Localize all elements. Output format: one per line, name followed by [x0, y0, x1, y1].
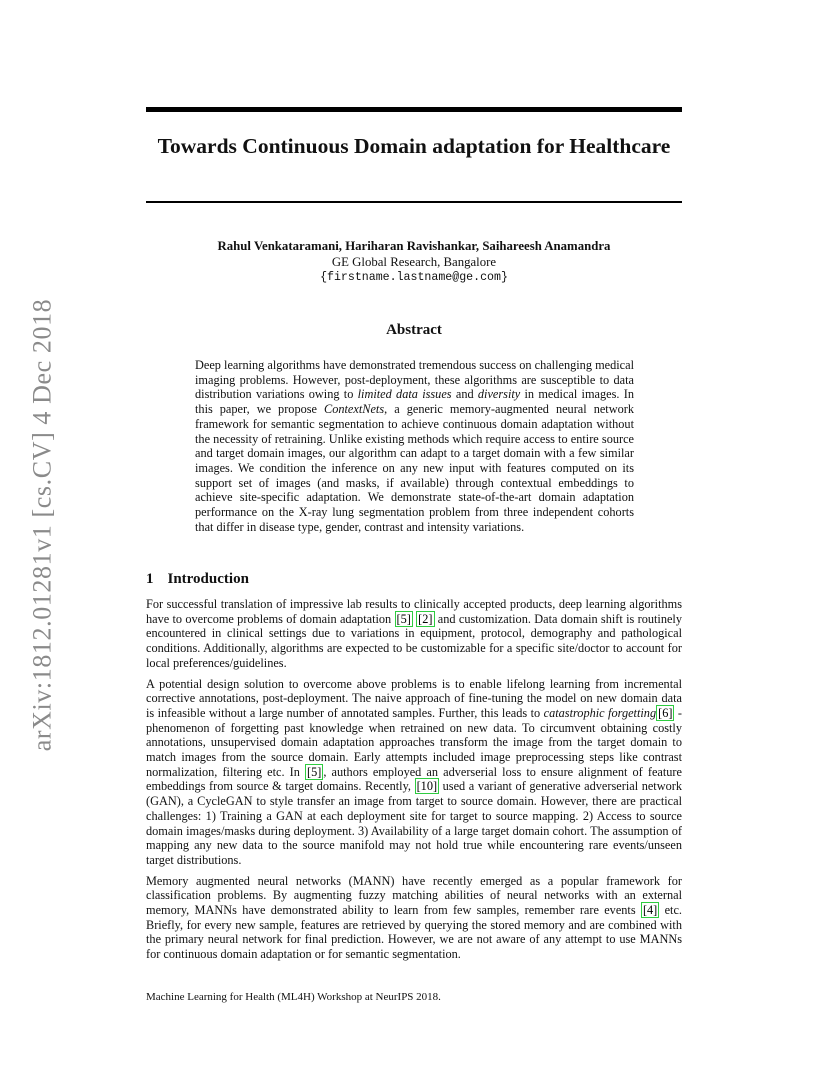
abstract-emphasis: ContextNets	[324, 402, 385, 417]
paragraph	[146, 874, 682, 962]
affiliation: GE Global Research, Bangalore	[331, 255, 497, 269]
abstract-text-part: and	[451, 387, 478, 402]
abstract-text	[195, 358, 634, 534]
abstract-emphasis: limited data issues	[357, 387, 452, 402]
emphasis: catastrophic forgetting	[543, 705, 657, 720]
text-run: - phenomenon of forgetting past knowledge when retrained on new data. To circumvent obtaining costly annotations, unsupervised domain adaptation approaches transform the image from the target domain to match images from the source domain. Early attempts included image preprocessing steps like contrast normalization, filtering etc. In	[146, 705, 682, 779]
abstract-text-part: in medical images. In this paper, we propose	[195, 387, 634, 417]
citation-link[interactable]: [2]	[418, 611, 433, 626]
section-heading-introduction	[146, 571, 249, 588]
citation-link[interactable]: [4]	[642, 903, 658, 918]
section-number: 1	[146, 571, 154, 587]
text-run: etc. Briefly, for every new sample, features are retrieved by querying the stored memory and are combined with the primary neural network for final prediction. However, we are not aware of any attempt to use MANNs for continuous domain adaptation or for semantic segmentation.	[146, 903, 682, 962]
section-title: Introduction	[167, 571, 249, 587]
abstract-text-part: Deep learning algorithms have demonstrated tremendous success on challenging medical imaging problems. However, post-deployment, these algorithms are susceptible to data distribution variations owing to	[195, 358, 634, 402]
text-run: , authors employed an adverserial loss to ensure alignment of feature embeddings from source & target domains. Recently,	[146, 764, 682, 794]
abstract-emphasis: diversity	[477, 387, 521, 402]
text-run: A potential design solution to overcome above problems is to enable lifelong learning from incremental corrective annotations, post-deployment. The naive approach of fine-tuning the model on new domain data is infeasible without a large number of annotated samples. Further, this leads to	[146, 676, 682, 720]
abstract-text-part: , a generic memory-augmented neural network framework for semantic segmentation to achieve continuous domain adaptation without the necessity of retraining. Unlike existing methods which require access to entire source and target domain images, our algorithm can adapt to a target domain with a few similar images. We condition the inference on any new input with features computed on its support set of images (and masks, if available) through contextual embeddings to achieve site-specific adaptation. We demonstrate state-of-the-art domain adaptation performance on the X-ray lung segmentation problem from three independent cohorts that differ in disease type, gender, contrast and intensity variations.	[195, 402, 634, 534]
arxiv-sidebar-stamp	[22, 290, 62, 760]
author-names: Rahul Venkataramani, Hariharan Ravishankar, Saihareesh Anamandra	[217, 239, 611, 253]
citation-link[interactable]: [10]	[416, 779, 438, 794]
citation-link[interactable]: [5]	[307, 764, 322, 779]
text-run: and customization. Data domain shift is routinely encountered in clinical settings due to variations in equipment, protocol, demography and pathological conditions. Additionally, algorithms are expected to be customizable for a specific site/doctor to account for local preferences/guidelines.	[146, 611, 683, 670]
paragraph	[146, 677, 682, 868]
text-run: For successful translation of impressive lab results to clinically accepted products, deep learning algorithms have to overcome problems of domain adaptation	[146, 597, 682, 626]
paragraph	[146, 597, 682, 671]
paper-title: Towards Continuous Domain adaptation for Healthcare	[157, 134, 671, 158]
abstract-heading: Abstract	[386, 322, 442, 338]
author-block	[146, 238, 682, 286]
title-top-rule	[146, 107, 682, 112]
introduction-body	[146, 597, 682, 968]
arxiv-id: arXiv:1812.01281v1 [cs.CV] 4 Dec 2018	[27, 298, 57, 752]
citation-link[interactable]: [6]	[658, 705, 673, 720]
text-run: Memory augmented neural networks (MANN) have recently emerged as a popular framework for classification problems. By augmenting fuzzy matching abilities of neural networks with an external memory, MANNs have demonstrated ability to learn from few samples, remember rare events	[146, 873, 682, 918]
text-run: used a variant of generative adverserial network (GAN), a CycleGAN to style transfer an image from target to source domain. However, there are practical challenges: 1) Training a GAN at each deployment site for target to source mapping. 2) Access to source domain images/masks during deployment. 3) Availability of a large target domain cohort. The assumption of mapping any new data to the source manifold may not hold true while encountering rare events/unseen target distributions.	[146, 779, 682, 867]
footnote: Machine Learning for Health (ML4H) Workshop at NeurIPS 2018.	[146, 991, 441, 1003]
title-bottom-rule	[146, 201, 682, 203]
citation-link[interactable]: [5]	[396, 611, 411, 626]
author-email: {firstname.lastname@ge.com}	[320, 271, 508, 284]
